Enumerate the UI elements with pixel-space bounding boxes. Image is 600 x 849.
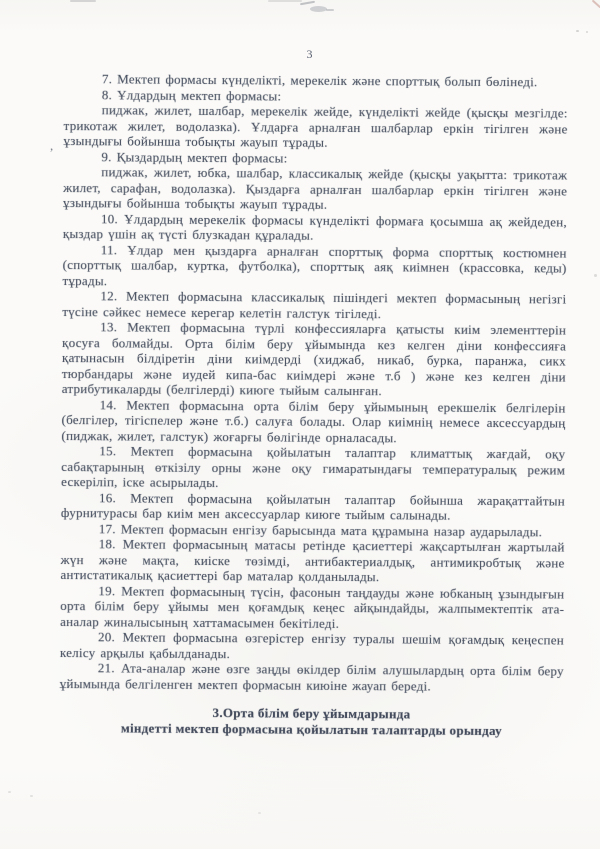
- paragraph: 14. Мектеп формасына орта білім беру ұйымының ерекшелік белгілерін (белгілер, тігіспелер және т.б.) салуға болады. Олар киімнің немесе аксессуардың (пиджак, жилет, галстук) жоғарғы бөлігінде орналасады.: [61, 396, 566, 445]
- paragraph: 20. Мектеп формасына өзгерістер енгізу туралы шешім қоғамдық кеңеспен келісу арқылы қабылданады.: [59, 629, 565, 661]
- paragraph: 8. Ұлдардың мектеп формасы:: [101, 86, 282, 104]
- paragraph: 16. Мектеп формасына қойылатын талаптар бойынша жарақаттайтын фурнитурасы бар киім мен аксессуарлар киюге тыйым салынады.: [60, 489, 566, 523]
- paragraph: 10. Ұлдардың мерекелік формасы күнделікті формаға қосымша ақ жейдеден, қыздар үшін ақ түсті блузкадан құралады.: [62, 210, 568, 243]
- paragraph: пиджак, жилет, шалбар, мерекелік жейде, күнделікті жейде (қысқы мезгілде: трикотаж жилет, водолазка). Ұлдарға арналған шалбарлар еркін тігілген және ұзындығы бойынша тобықты жауып тұрады.: [63, 102, 568, 150]
- section-heading-line2: міндетті мектеп формасына қойылатын талаптарды орындау: [120, 720, 503, 739]
- scan-smudge: [268, 0, 302, 2]
- document-body: [59, 71, 568, 740]
- paragraph: 18. Мектеп формасының матасы ретінде қасиеттері жақсартылған жартылай жүн және мақта, киіске төзімді, антибактериалдық, антимикробтық және антистатикалық қасиеттері бар маталар қолданылады.: [60, 536, 565, 585]
- paragraph: 13. Мектеп формасына түрлі конфессияларға қатысты киім элементтерін қосуға болмайды. Орта білім беру ұйымында кез келген діни конфессияға қатынасын білдіретін діни киімдерді (хиджаб, никаб, бурка, паранжа, сикх тюрбандары және иудей кипа-бас киімдері және т.б ) және кез келген діни атрибутикаларды (белгілерді) киюге тыйым салынған.: [61, 319, 567, 399]
- section-heading: [59, 704, 563, 740]
- scan-smudge: [326, 9, 334, 11]
- scan-ink-mark: ,: [50, 138, 54, 153]
- scan-speck: [594, 274, 597, 277]
- paragraph: 7. Мектеп формасы күнделікті, мерекелік және спорттық болып бөлінеді.: [101, 71, 538, 90]
- paragraph: 17. Мектеп формасын енгізу барысында мата құрамына назар аударылады.: [98, 520, 543, 539]
- scan-speck: [258, 812, 261, 814]
- scan-smudge: [592, 0, 600, 8]
- scan-speck: [586, 31, 588, 33]
- scan-smudge: [70, 0, 96, 2]
- scan-speck: [8, 791, 11, 793]
- scan-speck: [576, 30, 579, 32]
- paragraph: пиджак, жилет, юбка, шалбар, классикалық жейде (қысқы уақытта: трикотаж жилет, сарафан, водолазка). Қыздарға арналған шалбарлар еркін тігілген және ұзындығы бойынша тобықты жауып тұрады.: [63, 164, 568, 212]
- scan-speck: [30, 795, 33, 797]
- page-number: 3: [306, 47, 314, 61]
- paragraph: 12. Мектеп формасына классикалық пішіндегі мектеп формасының негізгі түсіне сәйкес немесе керегар келетін галстук тігіледі.: [62, 288, 567, 321]
- paragraph: 11. Ұлдар мен қыздарға арналған спорттық форма спорттық костюмнен (спорттық шалбар, куртка, футболка), спорттық аяқ киімнен (крассовка, кеды) тұрады.: [62, 241, 567, 288]
- scan-smudge: [300, 1, 315, 6]
- section-heading-line1: 3.Орта білім беру ұйымдарында: [212, 705, 411, 722]
- scan-smudge: [310, 6, 327, 12]
- paragraph: 9. Қыздардың мектеп формасы:: [101, 148, 288, 166]
- paragraph: 15. Мектеп формасына қойылатын талаптар климаттық жағдай, оқу сабақтарының өткізілу орны және оқу гимаратындағы температуралық режим ескеріліп, іске асырылады.: [61, 443, 566, 491]
- paragraph: 19. Мектеп формасының түсін, фасонын таңдауды және юбканың ұзындығын орта білім беру ұйымы мен қоғамдық кеңес айқындайды, жалпымектептік ата-аналар жиналысының хаттамасымен бекітіледі.: [60, 582, 565, 631]
- paragraph: 21. Ата-аналар және өзге заңды өкілдер білім алушылардың орта білім беру ұйымында белгіленген мектеп формасын киюіне жауап береді.: [59, 660, 564, 694]
